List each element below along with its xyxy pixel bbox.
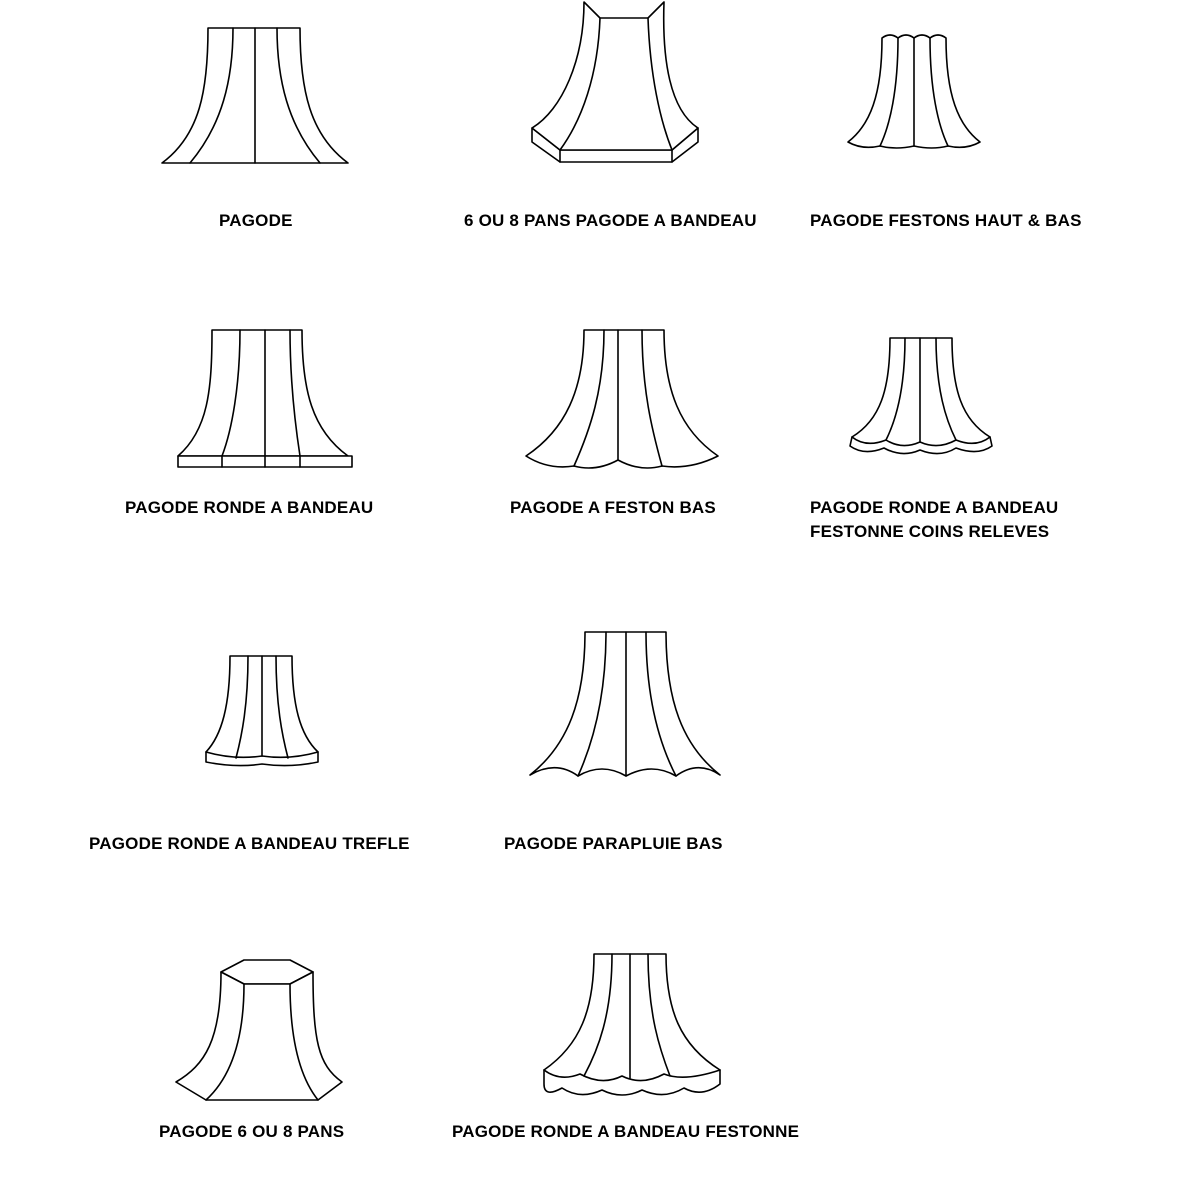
- label-pagode-ronde-bandeau: PAGODE RONDE A BANDEAU: [125, 498, 374, 517]
- label-pagode: PAGODE: [219, 211, 293, 230]
- label-pagode-6-8-pans: PAGODE 6 OU 8 PANS: [159, 1122, 345, 1141]
- label-6-8-pans-pagode-bandeau: 6 OU 8 PANS PAGODE A BANDEAU: [464, 211, 757, 230]
- label-bandeau-festonne-coins-line2: FESTONNE COINS RELEVES: [810, 522, 1050, 541]
- label-pagode-festons-haut-bas: PAGODE FESTONS HAUT & BAS: [810, 211, 1082, 230]
- label-pagode-parapluie-bas: PAGODE PARAPLUIE BAS: [504, 834, 723, 853]
- label-pagode-ronde-bandeau-trefle: PAGODE RONDE A BANDEAU TREFLE: [89, 834, 410, 853]
- label-bandeau-festonne-coins-line1: PAGODE RONDE A BANDEAU: [810, 498, 1059, 517]
- label-pagode-ronde-bandeau-festonne: PAGODE RONDE A BANDEAU FESTONNE: [452, 1122, 800, 1141]
- label-pagode-feston-bas: PAGODE A FESTON BAS: [510, 498, 716, 517]
